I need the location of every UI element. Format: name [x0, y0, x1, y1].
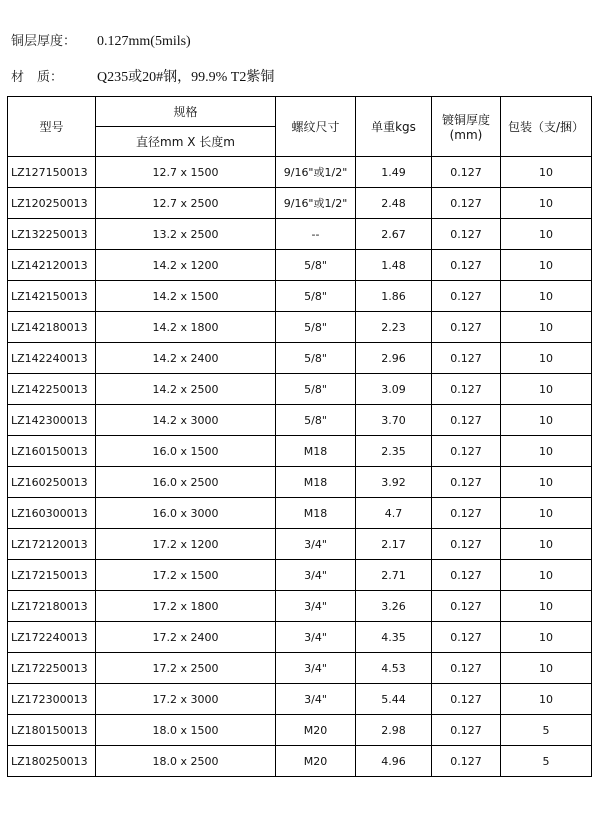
- cell-thread: 9/16"或1/2": [276, 157, 356, 188]
- cell-packing: 10: [501, 467, 592, 498]
- cell-plating: 0.127: [432, 467, 501, 498]
- cell-packing: 10: [501, 622, 592, 653]
- table-row: [8, 188, 592, 219]
- cell-model: LZ180250013: [8, 746, 96, 777]
- cell-unit-weight: 1.48: [356, 250, 432, 281]
- table-row: [8, 591, 592, 622]
- header-model: 型号: [8, 97, 96, 157]
- material-label: 材 质：: [11, 70, 64, 85]
- cell-spec: 12.7 x 1500: [96, 157, 276, 188]
- cell-unit-weight: 1.49: [356, 157, 432, 188]
- cell-model: LZ172300013: [8, 684, 96, 715]
- cell-model: LZ160300013: [8, 498, 96, 529]
- table-row: [8, 715, 592, 746]
- cell-thread: 5/8": [276, 405, 356, 436]
- cell-spec: 17.2 x 3000: [96, 684, 276, 715]
- cell-plating: 0.127: [432, 746, 501, 777]
- cell-spec: 18.0 x 1500: [96, 715, 276, 746]
- cell-unit-weight: 2.17: [356, 529, 432, 560]
- cell-unit-weight: 2.48: [356, 188, 432, 219]
- cell-thread: 5/8": [276, 281, 356, 312]
- cell-unit-weight: 1.86: [356, 281, 432, 312]
- cell-thread: 3/4": [276, 684, 356, 715]
- table-row: [8, 157, 592, 188]
- table-row: [8, 498, 592, 529]
- copper-thickness-label: 铜层厚度：: [11, 34, 77, 49]
- table-row: [8, 746, 592, 777]
- cell-packing: 10: [501, 219, 592, 250]
- cell-model: LZ180150013: [8, 715, 96, 746]
- table-row: [8, 374, 592, 405]
- cell-thread: 3/4": [276, 529, 356, 560]
- cell-plating: 0.127: [432, 374, 501, 405]
- cell-packing: 10: [501, 188, 592, 219]
- cell-spec: 17.2 x 2400: [96, 622, 276, 653]
- cell-unit-weight: 3.92: [356, 467, 432, 498]
- cell-thread: M18: [276, 498, 356, 529]
- cell-model: LZ160150013: [8, 436, 96, 467]
- table-row: [8, 467, 592, 498]
- table-row: [8, 281, 592, 312]
- cell-plating: 0.127: [432, 591, 501, 622]
- material-line: [11, 66, 274, 86]
- cell-packing: 5: [501, 746, 592, 777]
- cell-unit-weight: 3.70: [356, 405, 432, 436]
- cell-unit-weight: 2.98: [356, 715, 432, 746]
- cell-thread: 3/4": [276, 591, 356, 622]
- cell-plating: 0.127: [432, 157, 501, 188]
- cell-model: LZ172180013: [8, 591, 96, 622]
- cell-thread: M18: [276, 436, 356, 467]
- header-plating-line2: (mm): [449, 128, 483, 142]
- cell-model: LZ142300013: [8, 405, 96, 436]
- cell-unit-weight: 2.35: [356, 436, 432, 467]
- cell-spec: 16.0 x 2500: [96, 467, 276, 498]
- cell-thread: M18: [276, 467, 356, 498]
- table-row: [8, 312, 592, 343]
- cell-model: LZ172150013: [8, 560, 96, 591]
- cell-spec: 14.2 x 1200: [96, 250, 276, 281]
- cell-model: LZ127150013: [8, 157, 96, 188]
- cell-thread: 3/4": [276, 622, 356, 653]
- cell-packing: 10: [501, 560, 592, 591]
- cell-plating: 0.127: [432, 622, 501, 653]
- table-header: [8, 97, 592, 157]
- copper-thickness-line: [11, 30, 191, 50]
- cell-unit-weight: 3.26: [356, 591, 432, 622]
- table-row: [8, 405, 592, 436]
- cell-thread: M20: [276, 746, 356, 777]
- cell-unit-weight: 4.53: [356, 653, 432, 684]
- cell-model: LZ172250013: [8, 653, 96, 684]
- cell-model: LZ142180013: [8, 312, 96, 343]
- cell-packing: 10: [501, 157, 592, 188]
- copper-thickness-value: 0.127mm(5mils): [97, 34, 191, 49]
- table-row: [8, 529, 592, 560]
- cell-spec: 17.2 x 1800: [96, 591, 276, 622]
- cell-plating: 0.127: [432, 560, 501, 591]
- cell-model: LZ142120013: [8, 250, 96, 281]
- header-plating-line1: 镀铜厚度: [441, 113, 490, 127]
- header-plating: [432, 97, 501, 157]
- cell-plating: 0.127: [432, 188, 501, 219]
- header-spec-sub: 直径mm X 长度m: [96, 127, 276, 157]
- cell-plating: 0.127: [432, 219, 501, 250]
- cell-unit-weight: 2.71: [356, 560, 432, 591]
- cell-plating: 0.127: [432, 715, 501, 746]
- cell-plating: 0.127: [432, 498, 501, 529]
- cell-plating: 0.127: [432, 653, 501, 684]
- table-row: [8, 560, 592, 591]
- cell-packing: 10: [501, 343, 592, 374]
- cell-thread: M20: [276, 715, 356, 746]
- cell-spec: 14.2 x 2400: [96, 343, 276, 374]
- cell-spec: 14.2 x 3000: [96, 405, 276, 436]
- product-spec-table: [7, 96, 592, 777]
- header-spec: 规格: [96, 97, 276, 127]
- cell-thread: 5/8": [276, 250, 356, 281]
- cell-packing: 10: [501, 312, 592, 343]
- header-packing: 包装（支/捆）: [501, 97, 592, 157]
- cell-model: LZ142150013: [8, 281, 96, 312]
- table-row: [8, 250, 592, 281]
- cell-model: LZ120250013: [8, 188, 96, 219]
- cell-plating: 0.127: [432, 529, 501, 560]
- cell-unit-weight: 2.67: [356, 219, 432, 250]
- cell-unit-weight: 4.35: [356, 622, 432, 653]
- cell-unit-weight: 2.23: [356, 312, 432, 343]
- cell-unit-weight: 3.09: [356, 374, 432, 405]
- cell-packing: 10: [501, 529, 592, 560]
- cell-packing: 5: [501, 715, 592, 746]
- cell-thread: 5/8": [276, 312, 356, 343]
- cell-plating: 0.127: [432, 281, 501, 312]
- cell-plating: 0.127: [432, 250, 501, 281]
- cell-packing: 10: [501, 498, 592, 529]
- header-unit-weight: 单重kgs: [356, 97, 432, 157]
- cell-spec: 17.2 x 1200: [96, 529, 276, 560]
- cell-unit-weight: 4.7: [356, 498, 432, 529]
- cell-thread: 9/16"或1/2": [276, 188, 356, 219]
- cell-thread: 5/8": [276, 374, 356, 405]
- cell-spec: 16.0 x 3000: [96, 498, 276, 529]
- header-thread: 螺纹尺寸: [276, 97, 356, 157]
- table-row: [8, 219, 592, 250]
- cell-packing: 10: [501, 281, 592, 312]
- cell-spec: 14.2 x 1800: [96, 312, 276, 343]
- cell-model: LZ142240013: [8, 343, 96, 374]
- cell-packing: 10: [501, 653, 592, 684]
- table-row: [8, 343, 592, 374]
- cell-thread: 3/4": [276, 560, 356, 591]
- cell-thread: --: [276, 219, 356, 250]
- table-body: [8, 157, 592, 777]
- cell-thread: 5/8": [276, 343, 356, 374]
- cell-plating: 0.127: [432, 343, 501, 374]
- cell-packing: 10: [501, 684, 592, 715]
- cell-packing: 10: [501, 405, 592, 436]
- material-value: Q235或20#钢，99.9% T2紫铜: [97, 70, 275, 85]
- cell-unit-weight: 2.96: [356, 343, 432, 374]
- cell-packing: 10: [501, 591, 592, 622]
- cell-spec: 17.2 x 2500: [96, 653, 276, 684]
- cell-packing: 10: [501, 374, 592, 405]
- cell-spec: 14.2 x 1500: [96, 281, 276, 312]
- cell-unit-weight: 4.96: [356, 746, 432, 777]
- table-row: [8, 684, 592, 715]
- cell-thread: 3/4": [276, 653, 356, 684]
- cell-spec: 12.7 x 2500: [96, 188, 276, 219]
- table-row: [8, 436, 592, 467]
- cell-plating: 0.127: [432, 684, 501, 715]
- cell-model: LZ132250013: [8, 219, 96, 250]
- cell-spec: 17.2 x 1500: [96, 560, 276, 591]
- cell-packing: 10: [501, 436, 592, 467]
- cell-plating: 0.127: [432, 405, 501, 436]
- cell-spec: 14.2 x 2500: [96, 374, 276, 405]
- cell-model: LZ172120013: [8, 529, 96, 560]
- cell-packing: 10: [501, 250, 592, 281]
- table-row: [8, 653, 592, 684]
- cell-plating: 0.127: [432, 436, 501, 467]
- table-row: [8, 622, 592, 653]
- cell-unit-weight: 5.44: [356, 684, 432, 715]
- cell-model: LZ160250013: [8, 467, 96, 498]
- cell-model: LZ172240013: [8, 622, 96, 653]
- cell-spec: 13.2 x 2500: [96, 219, 276, 250]
- cell-spec: 16.0 x 1500: [96, 436, 276, 467]
- cell-spec: 18.0 x 2500: [96, 746, 276, 777]
- cell-plating: 0.127: [432, 312, 501, 343]
- cell-model: LZ142250013: [8, 374, 96, 405]
